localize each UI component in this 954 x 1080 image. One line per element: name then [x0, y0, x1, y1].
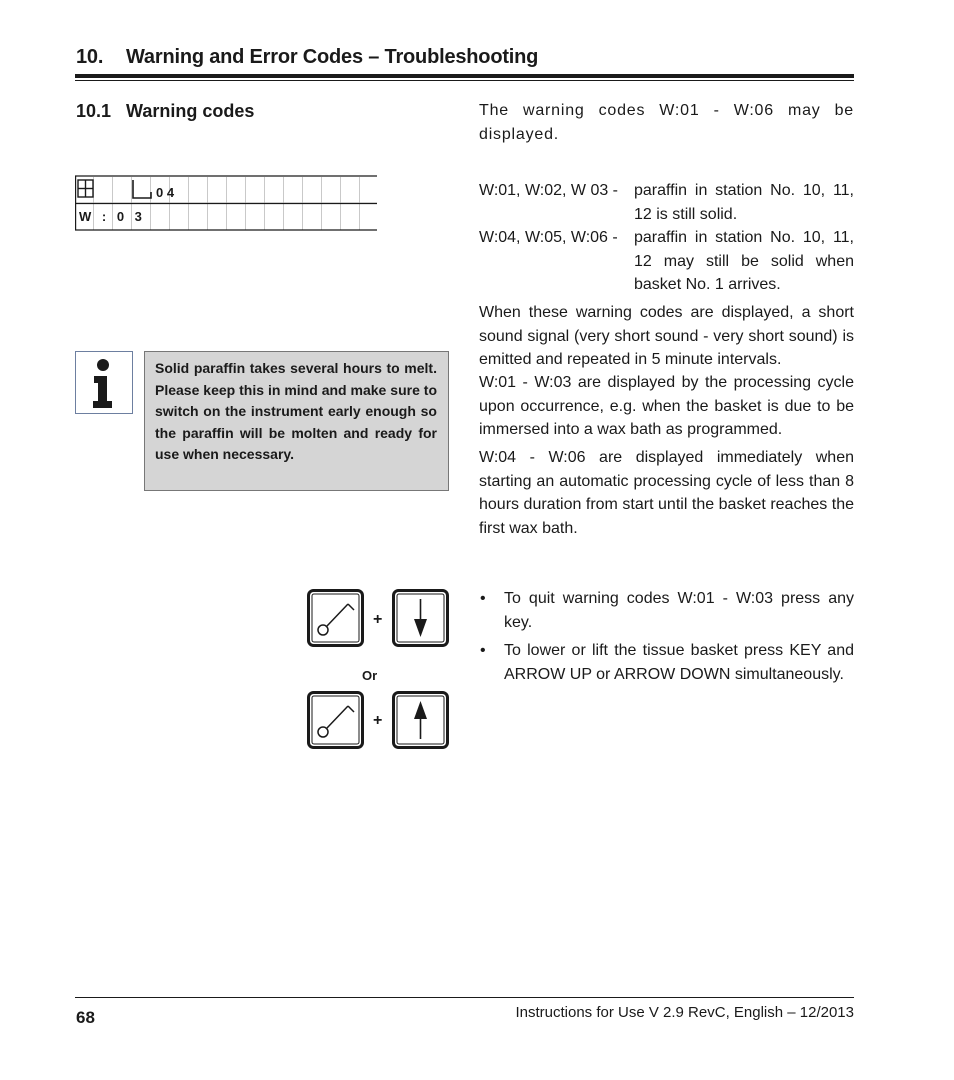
arrow-up-icon: [392, 691, 449, 754]
key-icon: [307, 691, 364, 754]
paragraph-w04-w06: W:04 - W:06 are displayed immediately when starting an automatic processing cycle of less than 8 hours duration from start until the basket reaches the first wax bath.: [479, 449, 854, 537]
note-box: Solid paraffin takes several hours to melt. Please keep this in mind and make sure to switch on the instrument early enough so the paraffin will be molten and ready for use when necessary.: [144, 351, 449, 491]
lcd-display: [75, 175, 377, 231]
definition-description: paraffin in station No. 10, 11, 12 is still solid.: [634, 182, 854, 223]
footer-rule: [75, 997, 854, 998]
chapter-number: 10.: [76, 46, 104, 68]
definition-description: paraffin in station No. 10, 11, 12 may still be solid when basket No. 1 arrives.: [634, 229, 854, 293]
section-title: [76, 101, 254, 122]
section-title-text: Warning codes: [126, 101, 255, 121]
footer-text: Instructions for Use V 2.9 RevC, English – 12/2013: [515, 1004, 854, 1021]
info-icon: [75, 351, 133, 414]
chapter-title-text: Warning and Error Codes – Troubleshooting: [126, 46, 539, 68]
or-label: Or: [362, 668, 378, 683]
lcd-row1-value: 0 4: [156, 185, 175, 200]
definition-row: [479, 179, 854, 226]
intro-paragraph: The warning codes W:01 - W:06 may be displayed.: [479, 102, 854, 143]
arrow-down-icon: [392, 589, 449, 652]
instruction-item: • To lower or lift the tissue basket press KEY and ARROW UP or ARROW DOWN simultaneously.: [479, 639, 854, 686]
instruction-list: [479, 587, 854, 691]
plus-sign: +: [373, 712, 383, 729]
page-number: 68: [76, 1008, 95, 1027]
definition-row: [479, 226, 854, 297]
grid-icon: [78, 180, 93, 197]
instruction-item: • To quit warning codes W:01 - W:03 press any key.: [479, 587, 854, 634]
section-number: 10.1: [76, 101, 112, 121]
definition-term: W:04, W:05, W:06 -: [479, 229, 618, 246]
plus-sign: +: [373, 611, 383, 628]
definition-term: W:01, W:02, W 03 -: [479, 182, 619, 199]
lcd-row2-value: W : 0 3: [79, 209, 142, 224]
paragraph-w01-w03: W:01 - W:03 are displayed by the processing cycle upon occurrence, e.g. when the basket is due to be immersed into a wax bath as programmed.: [479, 374, 854, 438]
paragraph-sound-signal: When these warning codes are displayed, a short sound signal (very short sound - very short sound) is emitted and repeated in 5 minute intervals.: [479, 304, 854, 368]
chapter-title: [76, 46, 538, 69]
warning-code-definitions: [479, 179, 854, 297]
basket-icon: [133, 180, 151, 198]
key-icon: [307, 589, 364, 652]
header-rule-thin: [75, 80, 854, 81]
header-rule: [75, 74, 854, 78]
